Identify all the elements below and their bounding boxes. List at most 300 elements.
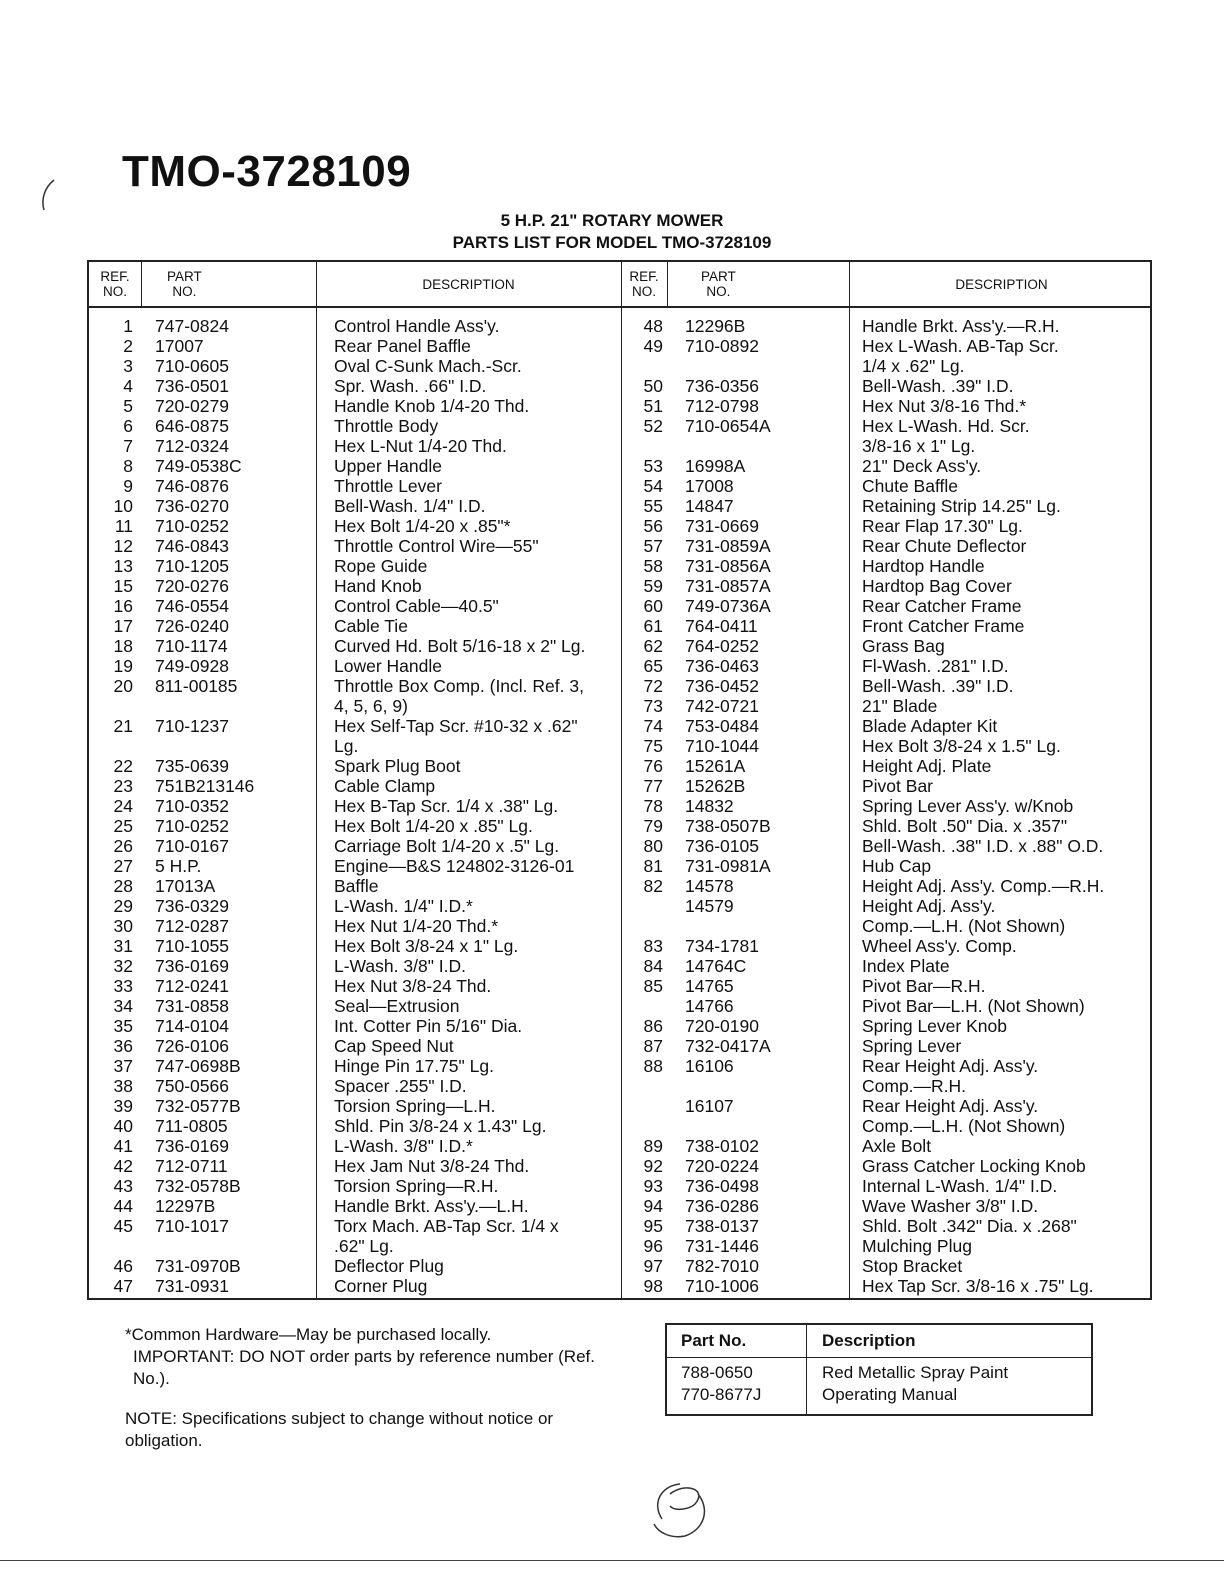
- part-no: 710-1017: [155, 1216, 229, 1236]
- part-no: 720-0279: [155, 396, 229, 416]
- parts-row: [97, 516, 617, 536]
- parts-row: [97, 896, 617, 916]
- ref-no: 20: [113, 676, 133, 696]
- ref-no: 35: [113, 1016, 133, 1036]
- parts-row: [623, 976, 1148, 996]
- part-no: 736-0105: [685, 836, 759, 856]
- part-no: 749-0538C: [155, 456, 242, 476]
- misc-header-part-no: Part No.: [681, 1331, 747, 1350]
- part-no: 731-0857A: [685, 576, 771, 596]
- parts-row: [623, 1276, 1148, 1296]
- part-no: 749-0736A: [685, 596, 771, 616]
- part-description: Engine—B&S 124802-3126-01: [334, 856, 575, 876]
- parts-row: [623, 516, 1148, 536]
- ref-no: 88: [643, 1056, 663, 1076]
- part-no: 731-1446: [685, 1236, 759, 1256]
- part-no: 710-0252: [155, 816, 229, 836]
- parts-row: [623, 496, 1148, 516]
- header-part-no: PART NO.: [167, 269, 202, 299]
- part-no: 711-0805: [155, 1116, 228, 1136]
- part-no: 736-0169: [155, 956, 229, 976]
- part-no: 734-1781: [685, 936, 759, 956]
- parts-row: [623, 936, 1148, 956]
- parts-row: [97, 376, 617, 396]
- parts-row: [97, 1136, 617, 1156]
- part-description: Baffle: [334, 876, 379, 896]
- misc-header-rule: [667, 1357, 1091, 1358]
- parts-row: [97, 576, 617, 596]
- parts-row: [623, 996, 1148, 1016]
- parts-row: [97, 976, 617, 996]
- part-no: 710-0352: [155, 796, 229, 816]
- part-no: 746-0554: [155, 596, 229, 616]
- ref-no: 97: [643, 1256, 663, 1276]
- part-no: 710-1205: [155, 556, 229, 576]
- part-no: 736-0329: [155, 896, 229, 916]
- parts-row: [623, 956, 1148, 976]
- part-no: 731-0858: [155, 996, 229, 1016]
- part-description: 21" Blade: [862, 696, 938, 716]
- ref-no: 34: [113, 996, 133, 1016]
- part-no: 738-0137: [685, 1216, 759, 1236]
- ref-no: 95: [643, 1216, 663, 1236]
- parts-row: [97, 876, 617, 896]
- part-no: 710-0892: [685, 336, 759, 356]
- part-no: 731-0856A: [685, 556, 771, 576]
- parts-row: [623, 476, 1148, 496]
- part-description: Upper Handle: [334, 456, 442, 476]
- part-no: 14578: [685, 876, 734, 896]
- part-description: Height Adj. Ass'y. Comp.—R.H.: [862, 876, 1105, 896]
- ref-no: 26: [113, 836, 133, 856]
- margin-mark: [36, 178, 60, 214]
- parts-row: [623, 396, 1148, 416]
- parts-row: [623, 1096, 1148, 1116]
- parts-row: [623, 856, 1148, 876]
- parts-row: [97, 1216, 617, 1236]
- part-no: 732-0577B: [155, 1096, 241, 1116]
- part-description: Comp.—L.H. (Not Shown): [862, 1116, 1066, 1136]
- part-no: 753-0484: [685, 716, 759, 736]
- important-note: IMPORTANT: DO NOT order parts by reference number (Ref. No.).: [133, 1347, 595, 1388]
- subtitle-parts-list: PARTS LIST FOR MODEL TMO-3728109: [452, 233, 772, 252]
- ref-no: 24: [113, 796, 133, 816]
- ref-no: 83: [643, 936, 663, 956]
- part-no: 710-1006: [685, 1276, 759, 1296]
- part-description: Mulching Plug: [862, 1236, 972, 1256]
- part-description: Hardtop Handle: [862, 556, 985, 576]
- part-no: 726-0106: [155, 1036, 229, 1056]
- part-no: 736-0463: [685, 656, 759, 676]
- part-description: Hub Cap: [862, 856, 932, 876]
- ref-no: 22: [113, 756, 133, 776]
- part-description: Control Handle Ass'y.: [334, 316, 500, 336]
- parts-row: [623, 1136, 1148, 1156]
- part-description: Hinge Pin 17.75" Lg.: [334, 1056, 494, 1076]
- part-description: Shld. Pin 3/8-24 x 1.43" Lg.: [334, 1116, 547, 1136]
- parts-row: [623, 1256, 1148, 1276]
- part-no: 731-0931: [155, 1276, 229, 1296]
- part-description: Seal—Extrusion: [334, 996, 460, 1016]
- part-no: 16998A: [685, 456, 746, 476]
- part-description: Hand Knob: [334, 576, 422, 596]
- parts-row: [97, 1256, 617, 1276]
- part-no: 811-00185: [155, 676, 238, 696]
- parts-row: [623, 1016, 1148, 1036]
- part-description: Handle Brkt. Ass'y.—R.H.: [862, 316, 1060, 336]
- part-description: Hex L-Nut 1/4-20 Thd.: [334, 436, 507, 456]
- part-description: Hex Self-Tap Scr. #10-32 x .62": [334, 716, 578, 736]
- parts-row: [97, 936, 617, 956]
- ref-no: 81: [643, 856, 663, 876]
- center-divider: [621, 262, 622, 1298]
- parts-row: [623, 336, 1148, 356]
- part-no: 14764C: [685, 956, 747, 976]
- ref-no: 4: [123, 376, 133, 396]
- part-no: 712-0287: [155, 916, 229, 936]
- parts-row: [623, 596, 1148, 616]
- part-description: Comp.—L.H. (Not Shown): [862, 916, 1066, 936]
- specifications-note: NOTE: Specifications subject to change without notice or obligation.: [125, 1409, 554, 1450]
- part-description: Grass Bag: [862, 636, 945, 656]
- misc-description: Red Metallic Spray Paint: [822, 1363, 1009, 1382]
- part-no: 12297B: [155, 1196, 216, 1216]
- ref-no: 27: [113, 856, 133, 876]
- ref-no: 31: [113, 936, 133, 956]
- parts-row: [97, 496, 617, 516]
- part-description: Cable Tie: [334, 616, 408, 636]
- parts-row: [623, 636, 1148, 656]
- parts-row: [97, 1076, 617, 1096]
- ref-no: 45: [113, 1216, 133, 1236]
- part-no: 14579: [685, 896, 734, 916]
- model-title: TMO-3728109: [122, 147, 412, 196]
- part-description: Rope Guide: [334, 556, 428, 576]
- part-description: Rear Height Adj. Ass'y.: [862, 1096, 1039, 1116]
- part-no: 15262B: [685, 776, 746, 796]
- ref-no: 17: [113, 616, 133, 636]
- part-description: Rear Panel Baffle: [334, 336, 471, 356]
- part-description: Spring Lever Ass'y. w/Knob: [862, 796, 1074, 816]
- parts-row: [97, 456, 617, 476]
- part-description: Pivot Bar: [862, 776, 933, 796]
- parts-row: [97, 676, 617, 696]
- ref-no: 84: [643, 956, 663, 976]
- parts-row: [623, 356, 1148, 376]
- ref-no: 62: [643, 636, 663, 656]
- parts-row: [623, 716, 1148, 736]
- part-no: 14765: [685, 976, 734, 996]
- part-no: 710-0654A: [685, 416, 771, 436]
- parts-row: [97, 756, 617, 776]
- misc-description: Operating Manual: [822, 1385, 958, 1404]
- part-description: Fl-Wash. .281" I.D.: [862, 656, 1009, 676]
- part-description: Bell-Wash. .39" I.D.: [862, 376, 1014, 396]
- part-no: 764-0252: [685, 636, 759, 656]
- parts-row: [97, 796, 617, 816]
- part-description: Lower Handle: [334, 656, 442, 676]
- part-no: 742-0721: [685, 696, 759, 716]
- part-description: Torsion Spring—L.H.: [334, 1096, 496, 1116]
- part-no: 731-0669: [685, 516, 759, 536]
- ref-no: 10: [113, 496, 133, 516]
- part-description: Height Adj. Ass'y.: [862, 896, 996, 916]
- page-number-mark: [640, 1464, 740, 1554]
- part-description: Index Plate: [862, 956, 950, 976]
- part-description: Hex Bolt 3/8-24 x 1" Lg.: [334, 936, 519, 956]
- parts-row: [97, 836, 617, 856]
- part-description: Bell-Wash. .39" I.D.: [862, 676, 1014, 696]
- ref-no: 41: [113, 1136, 133, 1156]
- parts-row: [623, 776, 1148, 796]
- part-description: Spr. Wash. .66" I.D.: [334, 376, 487, 396]
- ref-no: 23: [113, 776, 133, 796]
- parts-row: [97, 536, 617, 556]
- part-no: 14832: [685, 796, 734, 816]
- part-description: Bell-Wash. 1/4" I.D.: [334, 496, 486, 516]
- part-description: Rear Height Adj. Ass'y.: [862, 1056, 1039, 1076]
- part-no: 646-0875: [155, 416, 229, 436]
- part-description: L-Wash. 3/8" I.D.*: [334, 1136, 473, 1156]
- part-no: 736-0498: [685, 1176, 759, 1196]
- part-description: Throttle Lever: [334, 476, 442, 496]
- header-ref-no: REF. NO.: [100, 269, 130, 299]
- parts-row: [623, 816, 1148, 836]
- part-description: Int. Cotter Pin 5/16" Dia.: [334, 1016, 523, 1036]
- ref-no: 49: [643, 336, 663, 356]
- ref-no: 42: [113, 1156, 133, 1176]
- parts-row: [623, 916, 1148, 936]
- parts-row: [97, 336, 617, 356]
- part-no: 738-0507B: [685, 816, 771, 836]
- part-no: 710-1055: [155, 936, 229, 956]
- misc-parts-table: [665, 1323, 1093, 1416]
- parts-row: [623, 896, 1148, 916]
- part-description: Shld. Bolt .50" Dia. x .357": [862, 816, 1068, 836]
- ref-no: 16: [113, 596, 133, 616]
- parts-row: [97, 1116, 617, 1136]
- part-no: 726-0240: [155, 616, 229, 636]
- parts-row: [97, 436, 617, 456]
- parts-row: [97, 996, 617, 1016]
- misc-header-description: Description: [822, 1331, 916, 1350]
- part-description: Rear Chute Deflector: [862, 536, 1027, 556]
- parts-row: [623, 1176, 1148, 1196]
- ref-no: 33: [113, 976, 133, 996]
- part-no: 710-1044: [685, 736, 759, 756]
- divider: [141, 262, 142, 308]
- ref-no: 72: [643, 676, 663, 696]
- part-no: 712-0711: [155, 1156, 228, 1176]
- parts-row: [97, 416, 617, 436]
- ref-no: 50: [643, 376, 663, 396]
- part-description: Height Adj. Plate: [862, 756, 992, 776]
- part-description: Rear Flap 17.30" Lg.: [862, 516, 1023, 536]
- part-description: Carriage Bolt 1/4-20 x .5" Lg.: [334, 836, 560, 856]
- part-no: 736-0169: [155, 1136, 229, 1156]
- ref-no: 15: [113, 576, 133, 596]
- part-description: 21" Deck Ass'y.: [862, 456, 982, 476]
- ref-no: 38: [113, 1076, 133, 1096]
- part-description: Front Catcher Frame: [862, 616, 1025, 636]
- ref-no: 94: [643, 1196, 663, 1216]
- part-description: L-Wash. 3/8" I.D.: [334, 956, 466, 976]
- parts-column-right: [623, 316, 1148, 1296]
- misc-part-no: 770-8677J: [681, 1385, 762, 1404]
- misc-part-no: 788-0650: [681, 1363, 753, 1382]
- part-description: Hardtop Bag Cover: [862, 576, 1012, 596]
- parts-row: [623, 1156, 1148, 1176]
- part-description: Spark Plug Boot: [334, 756, 461, 776]
- part-no: 720-0276: [155, 576, 229, 596]
- ref-no: 65: [643, 656, 663, 676]
- part-no: 712-0798: [685, 396, 759, 416]
- ref-no: 48: [643, 316, 663, 336]
- part-no: 731-0981A: [685, 856, 771, 876]
- part-no: 12296B: [685, 316, 746, 336]
- parts-row: [623, 1236, 1148, 1256]
- part-description: Cable Clamp: [334, 776, 436, 796]
- ref-no: 85: [643, 976, 663, 996]
- ref-no: 6: [123, 416, 133, 436]
- ref-no: 82: [643, 876, 663, 896]
- ref-no: 40: [113, 1116, 133, 1136]
- part-description: Control Cable—40.5": [334, 596, 499, 616]
- part-description: 3/8-16 x 1" Lg.: [862, 436, 976, 456]
- ref-no: 86: [643, 1016, 663, 1036]
- part-no: 738-0102: [685, 1136, 759, 1156]
- parts-row: [97, 1036, 617, 1056]
- part-description: Curved Hd. Bolt 5/16-18 x 2" Lg.: [334, 636, 586, 656]
- part-description: 4, 5, 6, 9): [334, 696, 408, 716]
- parts-row: [97, 1096, 617, 1116]
- ref-no: 13: [113, 556, 133, 576]
- part-no: 749-0928: [155, 656, 229, 676]
- parts-row: [623, 1116, 1148, 1136]
- parts-row: [623, 1216, 1148, 1236]
- parts-row: [97, 1276, 617, 1296]
- part-description: Hex L-Wash. Hd. Scr.: [862, 416, 1030, 436]
- part-no: 747-0698B: [155, 1056, 241, 1076]
- parts-row: [623, 676, 1148, 696]
- parts-row: [623, 656, 1148, 676]
- part-description: Hex Bolt 1/4-20 x .85"*: [334, 516, 511, 536]
- ref-no: 78: [643, 796, 663, 816]
- misc-divider: [806, 1325, 807, 1414]
- part-description: Chute Baffle: [862, 476, 958, 496]
- ref-no: 8: [123, 456, 133, 476]
- parts-row: [97, 1056, 617, 1076]
- ref-no: 28: [113, 876, 133, 896]
- header-ref-no-right: REF. NO.: [629, 269, 659, 299]
- ref-no: 59: [643, 576, 663, 596]
- ref-no: 30: [113, 916, 133, 936]
- part-description: L-Wash. 1/4" I.D.*: [334, 896, 473, 916]
- ref-no: 1: [123, 316, 133, 336]
- ref-no: 89: [643, 1136, 663, 1156]
- part-description: Oval C-Sunk Mach.-Scr.: [334, 356, 522, 376]
- part-description: Hex L-Wash. AB-Tap Scr.: [862, 336, 1059, 356]
- part-description: Axle Bolt: [862, 1136, 932, 1156]
- part-no: 14847: [685, 496, 734, 516]
- header-part-no-right: PART NO.: [701, 269, 736, 299]
- parts-row: [97, 1016, 617, 1036]
- part-no: 732-0417A: [685, 1036, 771, 1056]
- ref-no: 9: [123, 476, 133, 496]
- parts-row: [623, 1036, 1148, 1056]
- ref-no: 58: [643, 556, 663, 576]
- part-description: Throttle Box Comp. (Incl. Ref. 3,: [334, 676, 584, 696]
- part-description: Internal L-Wash. 1/4" I.D.: [862, 1176, 1058, 1196]
- ref-no: 87: [643, 1036, 663, 1056]
- header-description-right: DESCRIPTION: [955, 276, 1048, 292]
- ref-no: 11: [114, 516, 133, 536]
- part-description: Pivot Bar—R.H.: [862, 976, 986, 996]
- ref-no: 80: [643, 836, 663, 856]
- part-description: .62" Lg.: [334, 1236, 394, 1256]
- part-no: 16107: [685, 1096, 734, 1116]
- ref-no: 73: [643, 696, 663, 716]
- parts-row: [97, 396, 617, 416]
- ref-no: 43: [113, 1176, 133, 1196]
- part-no: 710-1237: [155, 716, 229, 736]
- part-no: 732-0578B: [155, 1176, 241, 1196]
- ref-no: 5: [123, 396, 133, 416]
- notes-common-hardware: [125, 1324, 605, 1390]
- ref-no: 44: [113, 1196, 133, 1216]
- parts-row: [97, 956, 617, 976]
- part-description: Hex Nut 1/4-20 Thd.*: [334, 916, 499, 936]
- part-no: 712-0241: [155, 976, 229, 996]
- part-description: Hex Bolt 1/4-20 x .85" Lg.: [334, 816, 533, 836]
- part-no: 747-0824: [155, 316, 229, 336]
- ref-no: 19: [113, 656, 133, 676]
- ref-no: 2: [123, 336, 133, 356]
- ref-no: 21: [113, 716, 133, 736]
- ref-no: 93: [643, 1176, 663, 1196]
- parts-row: [623, 436, 1148, 456]
- part-description: Torsion Spring—R.H.: [334, 1176, 499, 1196]
- parts-row: [97, 556, 617, 576]
- part-no: 736-0286: [685, 1196, 759, 1216]
- parts-row: [623, 696, 1148, 716]
- part-no: 17008: [685, 476, 734, 496]
- ref-no: 36: [113, 1036, 133, 1056]
- part-no: 736-0501: [155, 376, 229, 396]
- part-no: 712-0324: [155, 436, 229, 456]
- parts-row: [97, 736, 617, 756]
- ref-no: 52: [643, 416, 663, 436]
- part-description: Torx Mach. AB-Tap Scr. 1/4 x: [334, 1216, 559, 1236]
- parts-row: [623, 536, 1148, 556]
- part-description: Blade Adapter Kit: [862, 716, 998, 736]
- part-description: Wheel Ass'y. Comp.: [862, 936, 1017, 956]
- parts-row: [97, 696, 617, 716]
- part-description: Spring Lever Knob: [862, 1016, 1007, 1036]
- header-description: DESCRIPTION: [422, 276, 515, 292]
- part-no: 720-0224: [685, 1156, 759, 1176]
- ref-no: 18: [113, 636, 133, 656]
- part-description: Handle Brkt. Ass'y.—L.H.: [334, 1196, 529, 1216]
- part-no: 736-0452: [685, 676, 759, 696]
- parts-row: [97, 816, 617, 836]
- parts-row: [97, 1156, 617, 1176]
- ref-no: 46: [113, 1256, 133, 1276]
- ref-no: 60: [643, 596, 663, 616]
- parts-row: [97, 636, 617, 656]
- page-bottom-rule: [0, 1560, 1224, 1561]
- parts-row: [623, 316, 1148, 336]
